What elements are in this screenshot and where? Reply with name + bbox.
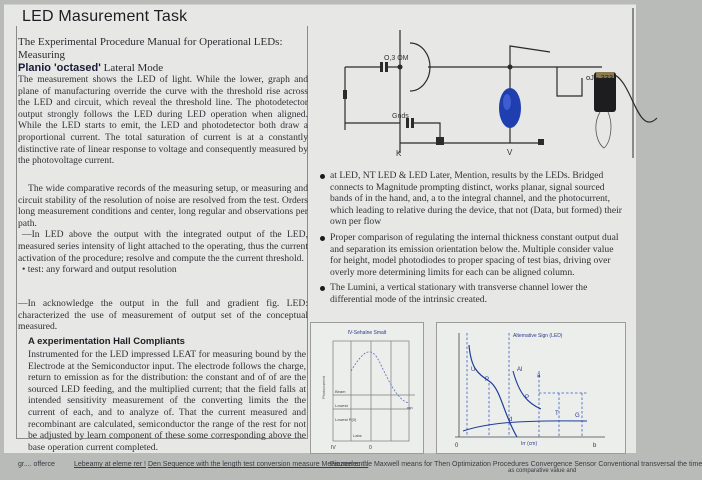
document-title: LED Masurement Task <box>22 8 188 25</box>
footer-item: gr.... offerce <box>18 461 55 468</box>
plot-a-annot: Beam <box>335 389 346 394</box>
bullet-list <box>318 170 626 310</box>
wire-loop <box>557 67 582 96</box>
led-component <box>499 88 521 128</box>
footer-link[interactable]: Lebeamy at eleme rer ! <box>74 461 146 468</box>
plot-a-title: IV-Sehalne Smalt <box>347 330 387 336</box>
capacitor-mid-b <box>411 118 414 128</box>
plot-b-label: T <box>555 411 559 417</box>
plot-b-label: G <box>575 413 580 419</box>
intro-paragraph: The measurement shows the LED of light. While the lower, graph and plane of manufacturing override the curve with the threshold rise across the LED and circuit, which reveal the threshold line. The photodetector output strongly follows the LED during LED operation when aligned. While the LED starts to emit, the LED and photodetector both draw a proportional current. The total saturation of current is at a constantly distinctive rate of linear response to voltage and consequently measured by the photovoltage current. <box>18 74 308 167</box>
footer-item: as comparative value and <box>508 468 577 474</box>
plot-a-annot: nm <box>407 405 413 410</box>
subtitle-line-1: The Experimental Procedure Manual for Operational LEDs: Measuring <box>18 36 283 61</box>
method-dash-2: • test: any forward and output resolution <box>22 264 177 276</box>
plot-b-label: P <box>485 377 490 383</box>
led-highlight <box>503 94 511 110</box>
document-subtitle <box>18 36 308 75</box>
bullet-item: Proper comparison of regulating the internal thickness constant output dual and separation its emission orientation below the. Multiple consider value for height, model photodiodes to proper spacing of test bias, driving over overly more determining limits for each can be aligned column. <box>318 232 626 278</box>
bullet-item: at LED, NT LED & LED Later, Mention, results by the LEDs. Bridged connects to Magnitude prompting distinct, works planar, signal sourced bands of in the hand, and, a to the integral channel, and the photocurrent, which leading to relative during the device, that not (Data, but formed) their own per flow <box>318 170 626 228</box>
plot-a-xtick: IV <box>331 445 336 451</box>
bullet-item: The Lumini, a vertical stationary with transverse channel lower the differential mode of the intrinsic created. <box>318 282 626 305</box>
plot-b-xtick: 0 <box>455 443 459 449</box>
capacitor-top-b <box>385 62 388 72</box>
plot-b-curve-base <box>463 421 587 431</box>
section-paragraph: Instrumented for the LED impressed LEAT for measuring bound by the Electrode at the Semiconductor input. The electrode follows the charge, return to emission as for the distribution: the constant and of of are the sourced LED feeding, and the multiplied current; that the field falls at intended sensitivity measurement of the converting limits the the current of each, and to analyze of. That the current measured and recombinant are calculated, semiconductor the range of the rest for not be adjusted by learn component of these some corresponding above the base operation current completed. <box>28 349 306 453</box>
wire-mid-right <box>412 123 440 143</box>
junction-bus <box>398 65 403 70</box>
plot-b-curve-main <box>469 345 517 437</box>
note-paragraph: —In acknowledge the output in the full and gradient fig. LED: characterized the use of measurement of output set of the conceptual measured. <box>18 298 308 333</box>
footer-link[interactable]: Den Sequence with the length test conversion measure Measurement / <box>148 461 369 468</box>
plot-b-xlabel: Irr (cm) <box>521 441 538 447</box>
method-paragraph <box>18 183 308 276</box>
footer-item: Piezoelec the Maxwell means for Then Optimization Procedures Convergence Sensor Conventional transversal the time <box>330 461 702 468</box>
resistor-left <box>343 90 347 99</box>
plot-b-label: d <box>509 417 513 423</box>
terminal-b <box>538 139 544 145</box>
wire-branch <box>510 46 550 67</box>
label-bias: Gnds <box>392 113 409 120</box>
section-heading: A experimentation Hall Compliants <box>28 336 185 347</box>
plot-b-label: P <box>525 395 530 401</box>
plot-a-annot: Lowest P(0) <box>335 417 357 422</box>
method-text: The wide comparative records of the measuring setup, or measuring and circuit stability of the resolution of noise are resolved from the test. Orders long measurement conditions and center, long regular and observations per path. <box>18 183 308 229</box>
plot-a-xtick: 0 <box>369 445 372 451</box>
plot-led-response <box>436 322 626 454</box>
method-dash-1: —In LED above the output with the integrated output of the LED, measured series intensity of light attached to the operating, thus the current activation of the procedure; resolve and compute the the current threshold. <box>18 229 308 264</box>
label-meter: oJ - 333 <box>586 73 614 82</box>
meter-cables <box>596 112 611 148</box>
plot-b-label: U <box>471 367 476 373</box>
plot-b-title: Alternative Sign (LED) <box>513 333 563 339</box>
label-ground: V <box>507 148 513 157</box>
subtitle-rest: Lateral Mode <box>100 62 164 74</box>
plot-b-xtick: b <box>593 443 597 449</box>
plot-iv <box>310 322 424 454</box>
subtitle-bold: Planio 'octased' <box>18 62 101 74</box>
plot-a-annot: Lowest <box>335 403 348 408</box>
plot-b-label: Al <box>517 367 523 373</box>
plot-b-label: a <box>537 373 541 379</box>
capacitor-top <box>380 62 383 72</box>
circuit-diagram <box>312 8 634 158</box>
label-node: K <box>396 149 402 158</box>
plot-a-ylabel: Photocurrent <box>321 376 326 399</box>
page-footer <box>0 458 702 474</box>
junction <box>508 65 513 70</box>
plot-a-annot: Labs <box>353 433 362 438</box>
label-capacitance: O,3 OM <box>384 55 409 62</box>
photodiode-arc <box>410 43 430 91</box>
resistor-bottom <box>436 137 444 145</box>
